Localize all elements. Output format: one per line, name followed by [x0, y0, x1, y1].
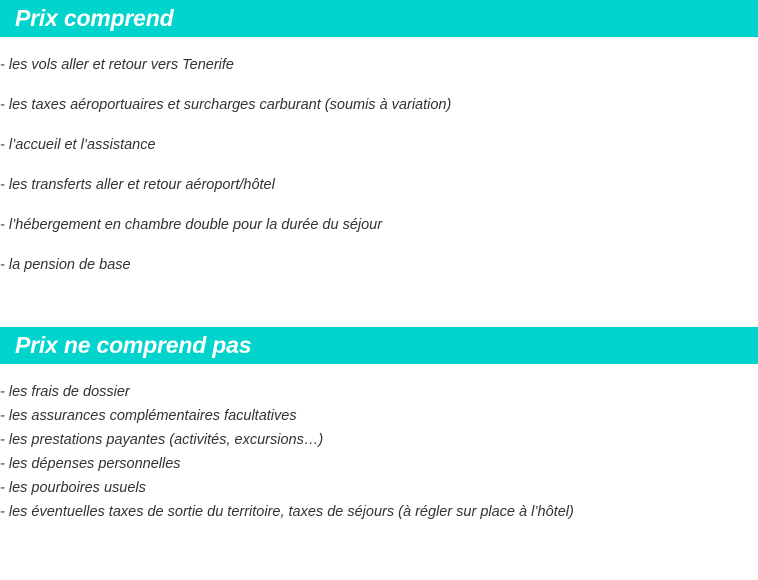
excluded-list: [0, 382, 758, 526]
excluded-item: - les prestations payantes (activités, excursions…): [0, 432, 324, 448]
included-section-header: [0, 0, 758, 37]
excluded-item: - les assurances complémentaires facultatives: [0, 408, 297, 424]
included-item: - les transferts aller et retour aéroport/hôtel: [0, 177, 275, 193]
included-item: - les taxes aéroportuaires et surcharges carburant (soumis à variation): [0, 97, 452, 113]
excluded-item: - les frais de dossier: [0, 384, 130, 400]
excluded-item: - les éventuelles taxes de sortie du territoire, taxes de séjours (à régler sur place à l’hôtel): [0, 504, 574, 520]
included-list: [0, 55, 758, 295]
included-item: - l’hébergement en chambre double pour la durée du séjour: [0, 217, 383, 233]
excluded-section-title: Prix ne comprend pas: [15, 332, 252, 358]
excluded-item: - les pourboires usuels: [0, 480, 146, 496]
excluded-item: - les dépenses personnelles: [0, 456, 181, 472]
excluded-section-header: [0, 327, 758, 364]
included-item: - la pension de base: [0, 257, 131, 273]
included-item: - les vols aller et retour vers Tenerife: [0, 57, 234, 73]
included-section-title: Prix comprend: [15, 5, 174, 31]
included-item: - l’accueil et l’assistance: [0, 137, 156, 153]
